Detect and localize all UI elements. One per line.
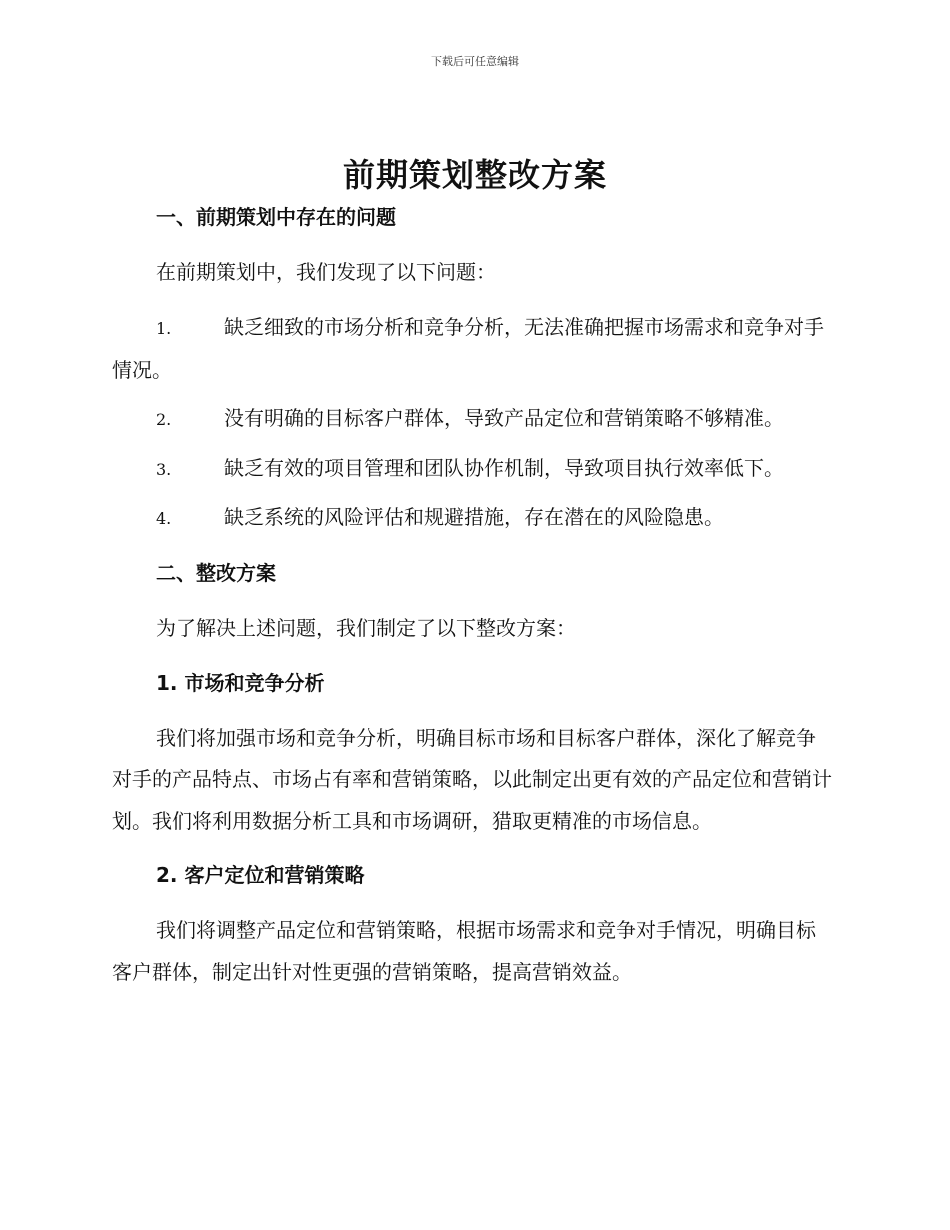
subsection-2-body: 我们将调整产品定位和营销策略，根据市场需求和竞争对手情况，明确目标客户群体，制定出针对性更强的营销策略，提高营销效益。: [112, 918, 816, 984]
document-body: [112, 190, 832, 999]
document-title: 前期策划整改方案: [342, 156, 607, 194]
list-item: [112, 497, 832, 540]
list-item: [112, 448, 832, 491]
section-1-intro: 在前期策划中，我们发现了以下问题：: [156, 260, 496, 284]
subsection-1-body: 我们将加强市场和竞争分析，明确目标市场和目标客户群体，深化了解竞争对手的产品特点、市场占有率和营销策略，以此制定出更有效的产品定位和营销计划。我们将利用数据分析工具和市场调研，猎取更精准的市场信息。: [112, 725, 832, 833]
list-item-number: 1.: [156, 319, 172, 338]
list-item: [112, 307, 832, 391]
list-item-text: 缺乏有效的项目管理和团队协作机制，导致项目执行效率低下。: [224, 455, 784, 480]
list-item-text: 缺乏细致的市场分析和竞争分析，无法准确把握市场需求和竞争对手情况。: [112, 315, 824, 382]
list-item-number: 2.: [156, 410, 172, 429]
list-item-number: 4.: [156, 509, 172, 528]
section-2-intro: 为了解决上述问题，我们制定了以下整改方案：: [156, 615, 576, 640]
subsection-1-heading: 1. 市场和竞争分析: [156, 670, 325, 695]
section-2-heading: 二、整改方案: [156, 560, 276, 585]
section-1-heading: 一、前期策划中存在的问题: [156, 205, 396, 229]
subsection-2-heading: 2. 客户定位和营销策略: [156, 863, 365, 887]
list-item-text: 缺乏系统的风险评估和规避措施，存在潜在的风险隐患。: [224, 505, 724, 529]
list-item-text: 没有明确的目标客户群体，导致产品定位和营销策略不够精准。: [224, 406, 784, 430]
page-header: 下载后可任意编辑: [431, 55, 519, 68]
list-item: [112, 398, 832, 441]
list-item-number: 3.: [156, 459, 172, 479]
